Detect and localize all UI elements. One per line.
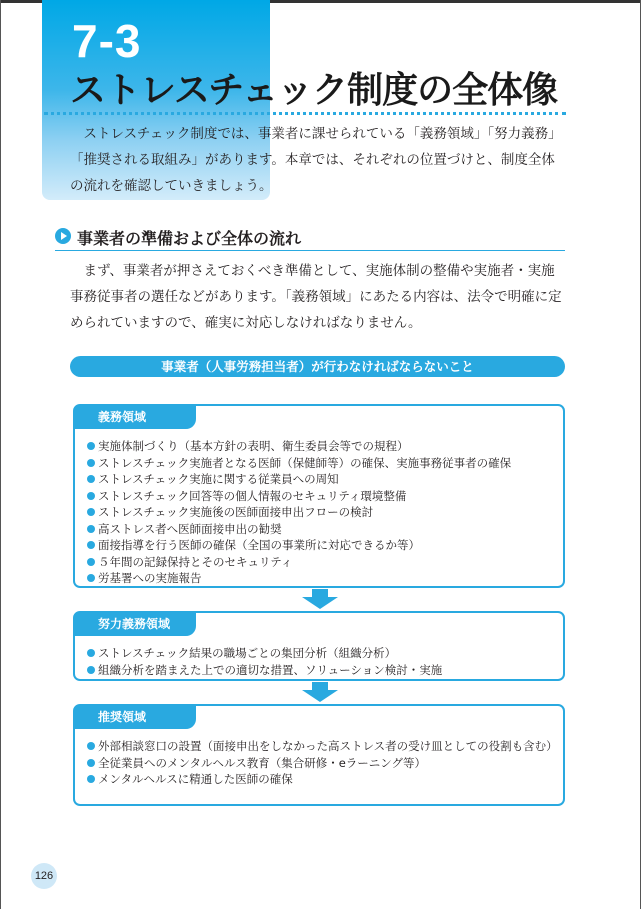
list-item: ストレスチェック実施に関する従業員への周知 <box>87 471 563 488</box>
down-arrow-icon <box>302 589 338 609</box>
list-item: 組織分析を踏まえた上での適切な措置、ソリューション検討・実施 <box>87 662 563 679</box>
section-heading-text: 事業者の準備および全体の流れ <box>77 229 302 248</box>
list-item: 実施体制づくり（基本方針の表明、衛生委員会等での規程） <box>87 438 563 455</box>
list-item: 面接指導を行う医師の確保（全国の事業所に対応できるか等） <box>87 537 563 554</box>
section-heading <box>55 226 565 251</box>
box-label: 努力義務領域 <box>74 612 196 636</box>
list-item: ストレスチェック実施後の医師面接申出フローの検討 <box>87 504 563 521</box>
dotted-divider <box>44 112 566 115</box>
section-body: まず、事業者が押さえておくべき準備として、実施体制の整備や実施者・実施事務従事者の選任などがあります。「義務領域」にあたる内容は、法令で明確に定められていますので、確実に対応しなければなりません。 <box>70 263 562 331</box>
list-item: ５年間の記録保持とそのセキュリティ <box>87 554 563 571</box>
page-title: ストレスチェック制度の全体像 <box>70 70 558 111</box>
responsibilities-banner: 事業者（人事労務担当者）が行わなければならないこと <box>70 356 565 377</box>
mandatory-box <box>73 404 565 588</box>
list-item: メンタルヘルスに精通した医師の確保 <box>87 771 563 788</box>
effort-box <box>73 611 565 681</box>
down-arrow-icon <box>302 682 338 702</box>
page-border-left <box>0 0 1 909</box>
list-item: 外部相談窓口の設置（面接申出をしなかった高ストレス者の受け皿としての役割も含む） <box>87 738 563 755</box>
intro-paragraph: ストレスチェック制度では、事業者に課せられている「義務領域」「努力義務」「推奨される取組み」があります。本章では、それぞれの位置づけと、制度全体の流れを確認していきましょう。 <box>70 126 562 194</box>
box-label: 義務領域 <box>74 405 196 429</box>
page-number: 126 <box>31 863 57 889</box>
list-item: ストレスチェック回答等の個人情報のセキュリティ環境整備 <box>87 488 563 505</box>
recommended-box <box>73 704 565 806</box>
list-item: ストレスチェック結果の職場ごとの集団分析（組織分析） <box>87 645 563 662</box>
list-item: 全従業員へのメンタルヘルス教育（集合研修・eラーニング等） <box>87 755 563 772</box>
box-label: 推奨領域 <box>74 705 196 729</box>
section-number: 7-3 <box>72 15 142 67</box>
play-circle-icon <box>55 228 71 244</box>
list-item: ストレスチェック実施者となる医師（保健師等）の確保、実施事務従事者の確保 <box>87 455 563 472</box>
list-item: 労基署への実施報告 <box>87 570 563 587</box>
list-item: 高ストレス者へ医師面接申出の勧奨 <box>87 521 563 538</box>
